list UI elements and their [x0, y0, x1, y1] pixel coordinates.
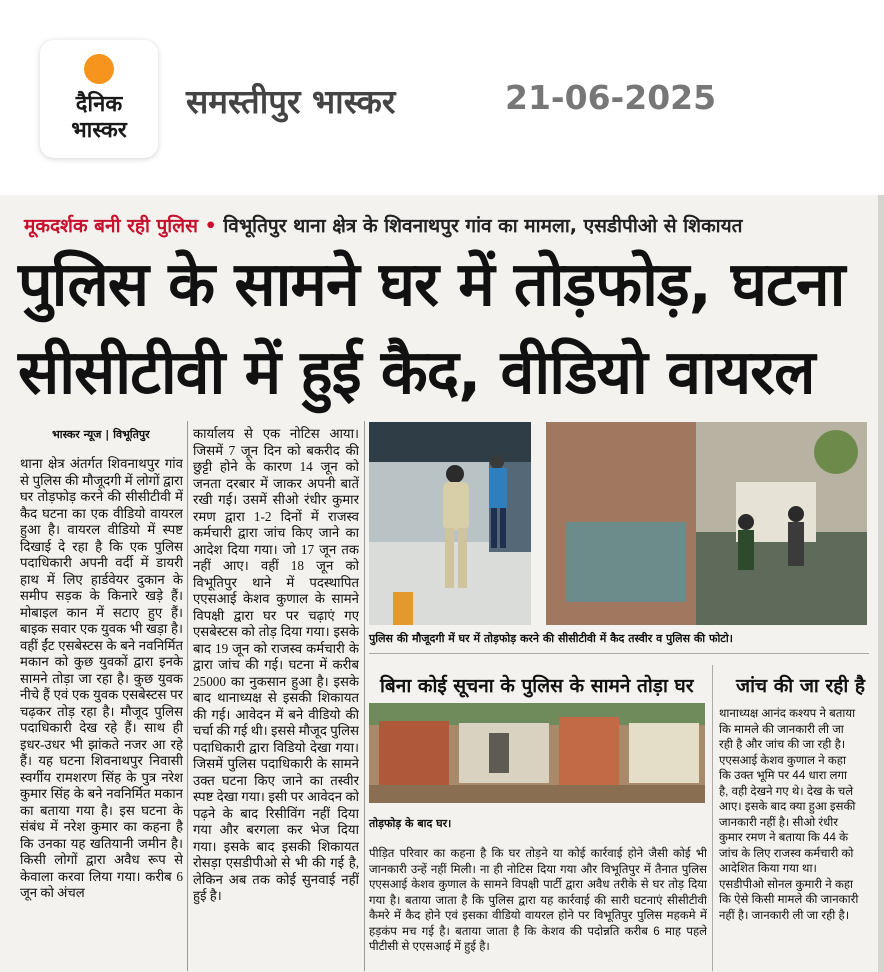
dainik-bhaskar-logo[interactable]	[40, 40, 158, 158]
logo-text-line2: भास्कर	[71, 118, 127, 143]
photo-caption-2: तोड़फोड़ के बाद घर।	[369, 817, 452, 830]
photo-damaged-house-graphic	[369, 703, 705, 803]
sun-icon	[84, 54, 114, 84]
edition-title: समस्तीपुर भास्कर	[186, 82, 396, 121]
section-rule	[369, 653, 869, 654]
article-column-3: पीड़ित परिवार का कहना है कि घर तोड़ने या कोई कार्रवाई होने जैसी कोई भी जानकारी उन्हें नहीं मिली। ना ही नोटिस दिया गया और विभूतिपुर में तैनात पुलिस एएसआई केशव कुणाल के सामने विपक्षी पार्टी द्वारा अवैध तरीके से घर तोड़ दिया गया है। बताया जाता है कि पुलिस द्वारा यह कार्रवाई की सारी घटनाएं सीसीटीवी कैमरे में कैद होने एवं इसका वीडियो वायरल होने पर विभूतिपुर पुलिस महकमे में हड़कंप मच गई है। बताया जाता है कि केशव की पदोन्नति करीब 6 माह पहले पीटीसी से एएसआई में हुई है।	[369, 847, 707, 953]
logo-text-line1: दैनिक	[75, 92, 123, 117]
kicker-text: विभूतिपुर थाना क्षेत्र के शिवनाथपुर गांव का मामला, एसडीपीओ से शिकायत	[223, 215, 743, 237]
subhead-2: जांच की जा रही है	[736, 675, 865, 697]
subhead-1: बिना कोई सूचना के पुलिस के सामने तोड़ा घर	[380, 675, 694, 697]
kicker-highlight: मूकदर्शक बनी रही पुलिस	[24, 215, 198, 237]
kicker-bullet: •	[204, 215, 217, 237]
photo-house-graphic	[546, 422, 867, 625]
page-edge	[878, 195, 884, 972]
article-column-1: थाना क्षेत्र अंतर्गत शिवनाथपुर गांव से पुलिस की मौजूदगी में लोगों द्वारा घर तोड़फोड़ करने की सीसीटीवी में कैद घटना का एक वीडियो वायरल हुआ है। वायरल वीडियो में स्पष्ट दिखाई दे रहा है कि एक पुलिस पदाधिकारी अपनी वर्दी में डायरी हाथ में लिए हार्डवेयर दुकान के समीप सड़क के किनारे खड़े हैं। मोबाइल कान में सटाए हुए हैं। बाइक सवार एक युवक भी खड़ा है। वहीं ईंट एसबेस्टस के बने नवनिर्मित मकान को कुछ युवकों द्वारा इनके सामने तोड़ा जा रहा है। कुछ युवक नीचे हैं एवं एक युवक एसबेस्टस पर चढ़कर तोड़ रहा है। मौजूद पुलिस पदाधिकारी देख रहे हैं। साथ ही इधर-उधर भी झांकते नजर आ रहे हैं। यह घटना शिवनाथपुर निवासी स्वर्गीय रामशरण सिंह के पुत्र नरेश कुमार सिंह के बने नवनिर्मित मकान का बताया गया है। इस घटना के संबंध में नरेश कुमार का कहना है कि उनका यह खतियानी जमीन है। किसी लोगों द्वारा अवैध रूप से केवाला करवा लिया गया। करीब 6 जून को अंचल	[20, 456, 183, 900]
column-divider	[712, 665, 713, 971]
app-header	[0, 0, 884, 195]
article-column-4: थानाध्यक्ष आनंद कश्यप ने बताया कि मामले की जानकारी ली जा रही है और जांच की जा रही है। एएसआई केशव कुणाल ने कहा कि उक्त भूमि पर 44 धारा लगा है, वही देखने गए थे। देख के चले आए। इसके बाद क्या हुआ इसकी जानकारी नहीं है। सीओ रंधीर कुमार रमण ने बताया कि 44 के जांच के लिए राजस्व कर्मचारी को आदेशित किया गया था। एसडीपीओ सोनल कुमारी ने कहा कि ऐसे किसी मामले की जानकारी नहीं है। जानकारी ली जा रही है।	[719, 707, 859, 922]
photo-damaged-house	[369, 703, 705, 803]
edition-date: 21-06-2025	[505, 78, 717, 117]
kicker-line	[24, 212, 742, 238]
photo-police-graphic	[369, 422, 531, 625]
cctv-photo-police	[369, 422, 531, 625]
cctv-photo-house	[546, 422, 867, 625]
column-divider	[364, 421, 365, 971]
column-divider	[187, 421, 188, 971]
photo-caption-1: पुलिस की मौजूदगी में घर में तोड़फोड़ करने की सीसीटीवी में कैद तस्वीर व पुलिस की फोटो।	[369, 632, 733, 645]
article-column-2: कार्यालय से एक नोटिस आया। जिसमें 7 जून दिन को बकरीद की छुट्टी होने के कारण 14 जून को जनता दरबार में जाकर अपनी बातें रखी गई। उसमें सीओ रंधीर कुमार रमण द्वारा 1-2 दिनों में राजस्व कर्मचारी द्वारा जांच किए जाने का आदेश दिया गया। जो 17 जून तक नहीं आए। वहीं 18 जून को विभूतिपुर थाने में पदस्थापित एएसआई केशव कुणाल के सामने विपक्षी द्वारा घर पर चढ़ाएं गए एसबेस्टस को तोड़ दिया गया। इसके बाद 19 जून को राजस्व कर्मचारी के द्वारा जांच की गई। घटना में करीब 25000 का नुकसान हुआ है। इसके बाद थानाध्यक्ष से इसकी शिकायत की गई। आवेदन में बने वीडियो की चर्चा की गई थी। इससे मौजूद पुलिस पदाधिकारी द्वारा विडियो देखा गया। जिसमें पुलिस पदाधिकारी के सामने उक्त घटना किए जाने का तस्वीर स्पष्ट देखा गया। इसी पर आवेदन को पढ़ने के बाद रिसीविंग नहीं दिया गया और बरगला कर भेज दिया गया। इसके बाद इसकी शिकायत रोसड़ा एसडीपीओ से भी की गई है, लेकिन अब तक कोई सुनवाई नहीं हुई है।	[193, 426, 359, 903]
headline-line-1: पुलिस के सामने घर में तोड़फोड़, घटना	[18, 249, 845, 320]
byline: भास्कर न्यूज | विभूतिपुर	[52, 428, 150, 441]
headline-line-2: सीसीटीवी में हुई कैद, वीडियो वायरल	[18, 337, 815, 408]
newspaper-clipping	[0, 195, 884, 972]
